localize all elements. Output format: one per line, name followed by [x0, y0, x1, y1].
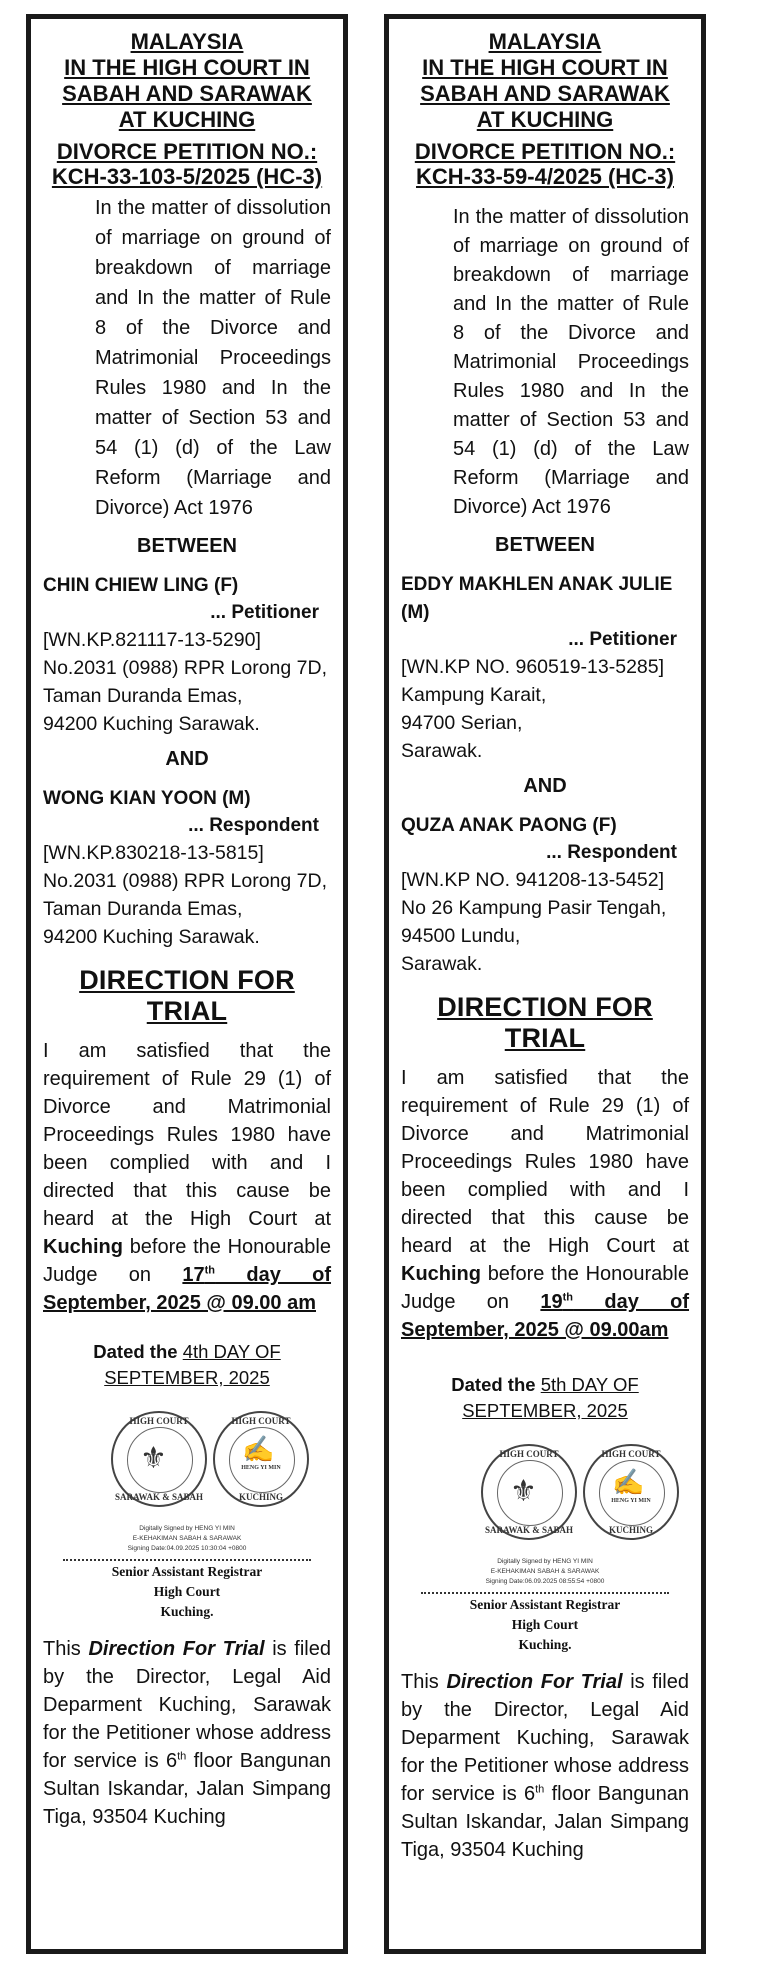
digital-signature-1: Digitally Signed by HENG YI MIN [139, 1525, 235, 1532]
digital-signature-2: E-KEHAKIMAN SABAH & SARAWAK [490, 1568, 600, 1575]
court-notice-1 [26, 14, 348, 1954]
seal-signer: HENG YI MIN [241, 1465, 281, 1471]
matter-text: In the matter of dissolution of marriage on ground of breakdown of marriage and In the matter of Rule 8 of the Divorce and Matrimonial Proceedings Rules 1980 and In the matter of Section 53 and 54 (1) (d) of the Law Reform (Marriage and Divorce) Act 1976 [95, 197, 331, 519]
hearing-day: 17 [182, 1264, 205, 1286]
registrar-court: High Court [511, 1617, 579, 1632]
and-label: AND [165, 748, 209, 770]
registrar-place: Kuching. [518, 1637, 572, 1652]
country: MALAYSIA [488, 29, 602, 54]
petition-label: DIVORCE PETITION NO.: [414, 139, 676, 164]
court-seals [401, 1436, 689, 1556]
direction-text-2: before the Honourable Judge on [43, 1236, 331, 1286]
hearing-day-suffix: th [562, 1291, 574, 1304]
direction-body [401, 1064, 689, 1344]
dated-line [43, 1339, 331, 1391]
crest-icon: ⚜ [510, 1475, 537, 1508]
digital-signature-1: Digitally Signed by HENG YI MIN [497, 1558, 593, 1565]
respondent-address-3: 94200 Kuching Sarawak. [43, 926, 260, 948]
court-seal-right: HIGH COURT KUCHING HENG YI MIN ✍ [213, 1411, 309, 1507]
respondent-name: QUZA ANAK PAONG (F) [401, 815, 617, 836]
court-line-3: AT KUCHING [118, 107, 256, 132]
digital-signature-3: Signing Date:04.09.2025 10:30:04 +0800 [127, 1545, 247, 1552]
respondent-address-2: Taman Duranda Emas, [43, 898, 243, 920]
direction-text: I am satisfied that the requirement of Rule 29 (1) of Divorce and Matrimonial Proceedings Rules 1980 have been complied with and I directed that this cause be heard at the High Court at [401, 1067, 689, 1257]
dated-value: 5th DAY OF SEPTEMBER, 2025 [462, 1374, 639, 1421]
court-seal-left: HIGH COURT SARAWAK & SABAH ⚜ [481, 1444, 577, 1540]
dated-line [401, 1372, 689, 1424]
petitioner-id: [WN.KP NO. 960519-13-5285] [401, 656, 665, 678]
court-line-3: AT KUCHING [476, 107, 614, 132]
filed-title: Direction For Trial [446, 1671, 623, 1693]
and-label: AND [523, 775, 567, 797]
court-seals [43, 1403, 331, 1523]
filed-by-text: This Direction For Trial is filed by the Director, Legal Aid Deparment Kuching, Sarawak for the Petitioner whose address for service is 6th floor Bangunan Sultan Iskandar, Jalan Simpang Tiga, 93504 Kuching [401, 1671, 689, 1861]
between-label: BETWEEN [137, 535, 237, 557]
petitioner-address-1: No.2031 (0988) RPR Lorong 7D, [43, 657, 327, 679]
petition-number: KCH-33-103-5/2025 (HC-3) [51, 164, 323, 189]
crest-icon: ⚜ [140, 1442, 167, 1475]
petitioner-address-1: Kampung Karait, [401, 684, 547, 706]
hearing-date-rest: day of September, 2025 @ 09.00am [401, 1291, 690, 1341]
petitioner-name: EDDY MAKHLEN ANAK JULIE (M) [401, 574, 673, 623]
hearing-day-suffix: th [204, 1264, 216, 1277]
country: MALAYSIA [130, 29, 244, 54]
respondent-address-2: 94500 Lundu, [401, 925, 521, 947]
court-line-2: SABAH AND SARAWAK [420, 81, 670, 106]
signature-line [63, 1559, 311, 1561]
respondent-name: WONG KIAN YOON (M) [43, 788, 251, 809]
direction-body [43, 1037, 331, 1317]
petition-number: KCH-33-59-4/2025 (HC-3) [416, 164, 674, 189]
respondent-id: [WN.KP.830218-13-5815] [43, 842, 264, 864]
petitioner-address-2: 94700 Serian, [401, 712, 523, 734]
registrar-title: Senior Assistant Registrar [111, 1564, 263, 1579]
petitioner-address-3: 94200 Kuching Sarawak. [43, 713, 260, 735]
direction-text: I am satisfied that the requirement of Rule 29 (1) of Divorce and Matrimonial Proceedings Rules 1980 have been complied with and I directed that this cause be heard at the High Court at [43, 1040, 331, 1230]
signature-icon: ✍ [242, 1434, 275, 1464]
matter-text: In the matter of dissolution of marriage on ground of breakdown of marriage and In the matter of Rule 8 of the Divorce and Matrimonial Proceedings Rules 1980 and In the matter of Section 53 and 54 (1) (d) of the Law Reform (Marriage and Divorce) Act 1976 [453, 206, 689, 518]
digital-signature-3: Signing Date:06.09.2025 08:55:54 +0800 [485, 1578, 605, 1585]
digital-signature-2: E-KEHAKIMAN SABAH & SARAWAK [132, 1535, 242, 1542]
hearing-place: Kuching [401, 1263, 481, 1285]
respondent-address-1: No.2031 (0988) RPR Lorong 7D, [43, 870, 327, 892]
seal-signer: HENG YI MIN [611, 1498, 651, 1504]
respondent-role: ... Respondent [188, 815, 319, 836]
respondent-address-3: Sarawak. [401, 953, 483, 975]
direction-heading: DIRECTION FOR TRIAL [437, 992, 653, 1053]
court-seal-left: HIGH COURT SARAWAK & SABAH ⚜ [111, 1411, 207, 1507]
registrar-title: Senior Assistant Registrar [469, 1597, 621, 1612]
dated-value: 4th DAY OF SEPTEMBER, 2025 [104, 1341, 281, 1388]
petitioner-role: ... Petitioner [210, 602, 319, 623]
court-line-1: IN THE HIGH COURT IN [64, 55, 310, 80]
respondent-id: [WN.KP NO. 941208-13-5452] [401, 869, 665, 891]
dated-label: Dated the [93, 1341, 178, 1362]
dated-label: Dated the [451, 1374, 536, 1395]
registrar-place: Kuching. [160, 1604, 214, 1619]
hearing-date-rest: day of September, 2025 @ 09.00 am [43, 1264, 332, 1314]
hearing-day: 19 [540, 1291, 563, 1313]
direction-text-2: before the Honourable Judge on [401, 1263, 689, 1313]
petitioner-id: [WN.KP.821117-13-5290] [43, 629, 261, 651]
hearing-place: Kuching [43, 1236, 123, 1258]
respondent-role: ... Respondent [546, 842, 677, 863]
filed-title: Direction For Trial [88, 1638, 265, 1660]
registrar-court: High Court [153, 1584, 221, 1599]
respondent-address-1: No 26 Kampung Pasir Tengah, [401, 897, 667, 919]
petitioner-name: CHIN CHIEW LING (F) [43, 575, 239, 596]
filed-by-text: This Direction For Trial is filed by the Director, Legal Aid Deparment Kuching, Sarawak for the Petitioner whose address for service is 6th floor Bangunan Sultan Iskandar, Jalan Simpang Tiga, 93504 Kuching [43, 1638, 331, 1828]
petitioner-address-3: Sarawak. [401, 740, 483, 762]
between-label: BETWEEN [495, 534, 595, 556]
signature-line [421, 1592, 669, 1594]
court-line-2: SABAH AND SARAWAK [62, 81, 312, 106]
petitioner-role: ... Petitioner [568, 629, 677, 650]
signature-icon: ✍ [612, 1467, 645, 1497]
court-notice-2 [384, 14, 706, 1954]
court-seal-right: HIGH COURT KUCHING HENG YI MIN ✍ [583, 1444, 679, 1540]
petitioner-address-2: Taman Duranda Emas, [43, 685, 243, 707]
petition-label: DIVORCE PETITION NO.: [56, 139, 318, 164]
court-line-1: IN THE HIGH COURT IN [422, 55, 668, 80]
direction-heading: DIRECTION FOR TRIAL [79, 965, 295, 1026]
